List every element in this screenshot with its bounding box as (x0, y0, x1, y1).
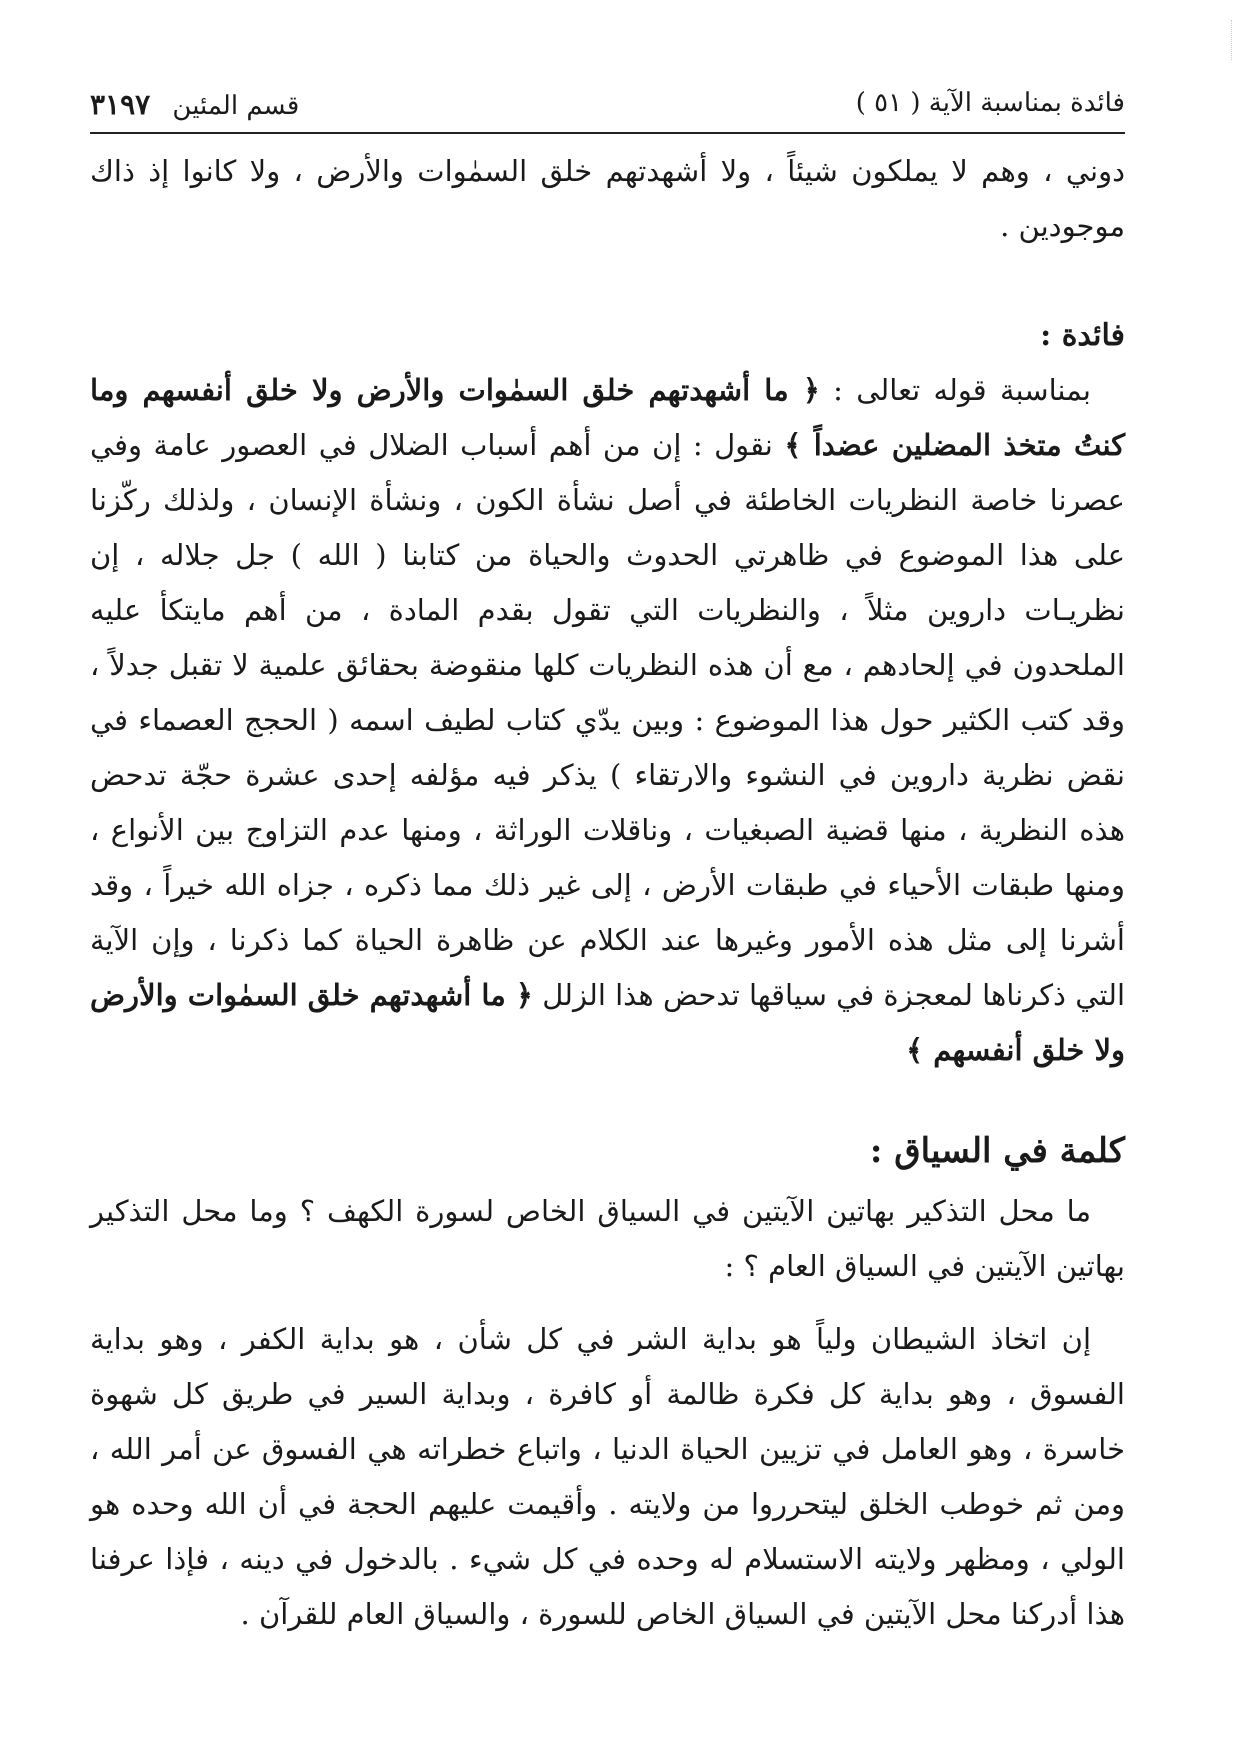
faida-verse-1: ﴿ ما أشهدتهم خلق السمٰوات والأرض ولا خلق أنفسهم وما كنتُ متخذ المضلين عضداً ﴾ (90, 373, 1125, 462)
document-page (90, 80, 1125, 1642)
faida-lead: بمناسبة قوله تعالى : (833, 373, 1091, 407)
running-header (90, 80, 1125, 134)
margin-mark (1225, 20, 1232, 60)
header-section-name: قسم المئين (172, 91, 300, 121)
kalima-question: ما محل التذكير بهاتين الآيتين في السياق الخاص لسورة الكهف ؟ وما محل التذكير بهاتين الآيتين في السياق العام ؟ : (90, 1194, 1125, 1283)
header-title: فائدة بمناسبة الآية ( ٥١ ) (855, 88, 1125, 118)
kalima-answer: إن اتخاذ الشيطان ولياً هو بداية الشر في كل شأن ، هو بداية الكفر ، وهو بداية الفسوق ، وهو بداية كل فكرة ظالمة أو كافرة ، وبداية السير في طريق كل شهوة خاسرة ، وهو العامل في تزيين الحياة الدنيا ، واتباع خطراته هي الفسوق عن أمر الله ، ومن ثم خوطب الخلق ليتحرروا من ولايته . وأقيمت عليهم الحجة في أن الله وحده هو الولي ، ومظهر ولايته الاستسلام له وحده في كل شيء . بالدخول في دينه ، فإذا عرفنا هذا أدركنا محل الآيتين في السياق الخاص للسورة ، والسياق العام للقرآن . (90, 1322, 1125, 1631)
faida-paragraph (90, 363, 1125, 1078)
faida-heading: فائدة : (1040, 318, 1125, 353)
intro-paragraph: دوني ، وهم لا يملكون شيئاً ، ولا أشهدتهم خلق السمٰوات والأرض ، ولا كانوا إذ ذاك موجودين . (90, 154, 1125, 243)
page-number: ٣١٩٧ (90, 88, 151, 121)
header-section (90, 88, 299, 121)
faida-body: نقول : إن من أهم أسباب الضلال في العصور عامة وفي عصرنا خاصة النظريات الخاطئة في أصل نشأة الكون ، ونشأة الإنسان ، ولذلك ركّزنا على هذا الموضوع في ظاهرتي الحدوث والحياة من كتابنا ( الله ) جل جلاله ، إن نظريـات داروين مثلاً ، والنظريات التي تقول بقدم المادة ، من أهم مايتكأ عليه الملحدون في إلحادهم ، مع أن هذه النظريات كلها منقوضة بحقائق علمية لا تقبل جدلاً ، وقد كتب الكثير حول هذا الموضوع : وبين يدّي كتاب لطيف اسمه ( الحجج العصماء في نقض نظرية داروين في النشوء والارتقاء ) يذكر فيه مؤلفه إحدى عشرة حجّة تدحض هذه النظرية ، منها قضية الصبغيات ، وناقلات الوراثة ، ومنها عدم التزاوج بين الأنواع ، ومنها طبقات الأحياء في طبقات الأرض ، إلى غير ذلك مما ذكره ، جزاه الله خيراً ، وقد أشرنا إلى مثل هذه الأمور وغيرها عند الكلام عن ظاهرة الحياة كما ذكرنا ، وإن الآية التي ذكرناها لمعجزة في سياقها تدحض هذا الزلل (90, 428, 1126, 1012)
kalima-heading: كلمة في السياق : (869, 1131, 1125, 1171)
faida-verse-2: ﴿ ما أشهدتهم خلق السمٰوات والأرض ولا خلق أنفسهم ﴾ (90, 978, 1125, 1067)
